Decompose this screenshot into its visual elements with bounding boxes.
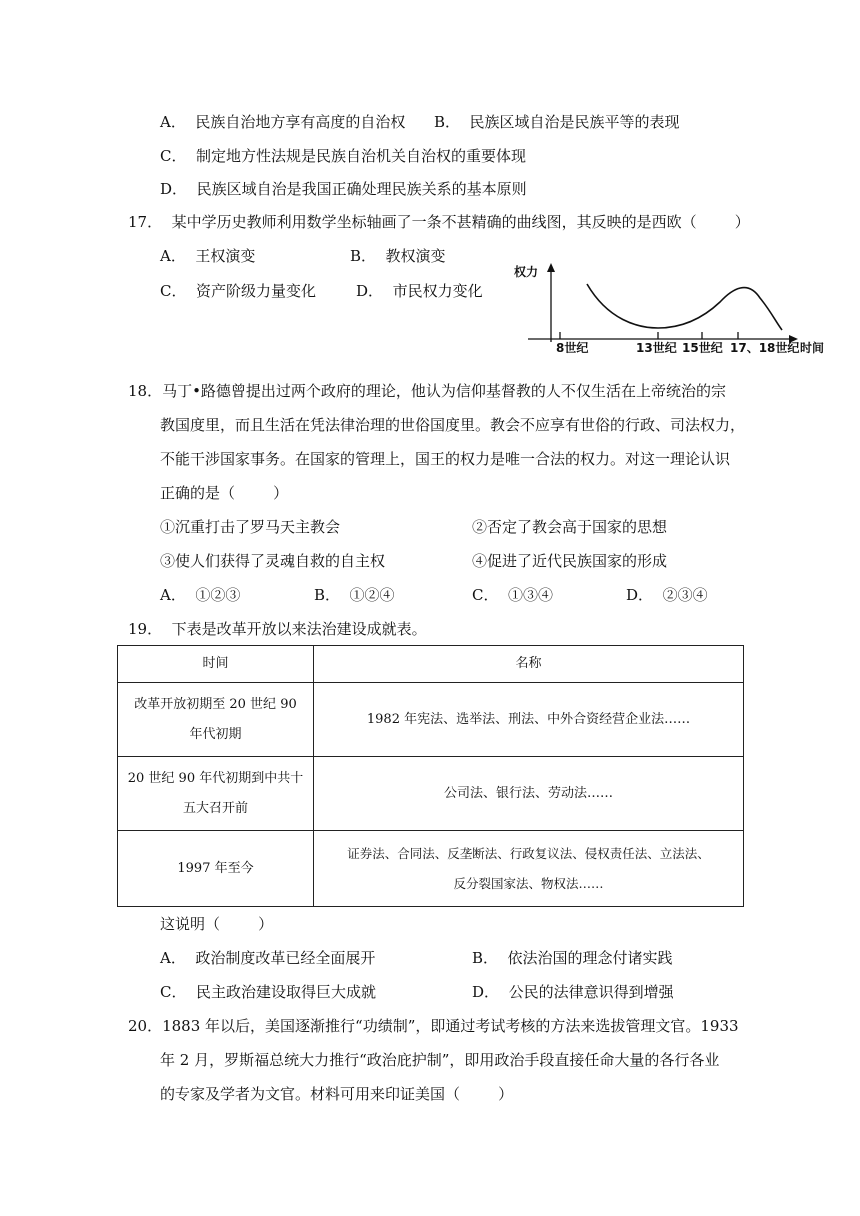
q18-statement-4: ④促进了近代民族国家的形成: [472, 552, 668, 570]
table-header-row: [118, 646, 744, 683]
name-cell-line: 公司法、银行法、劳动法……: [443, 785, 613, 801]
q16-option-b: B． 民族区域自治是民族平等的表现: [434, 113, 680, 131]
y-axis-arrow: [547, 263, 555, 272]
law-achievements-table: [117, 645, 744, 907]
q18-option-c: C． ①③④: [472, 586, 554, 604]
q17-option-c: C． 资产阶级力量变化: [160, 282, 317, 300]
q16-option-a: A． 民族自治地方享有高度的自治权: [160, 113, 406, 131]
q18-option-d: D． ②③④: [626, 586, 708, 604]
q17-option-a: A． 王权演变: [160, 247, 256, 265]
q20-line-2: 年 2 月，罗斯福总统大力推行“政治庇护制”，即用政治手段直接任命大量的各行各业: [160, 1051, 720, 1069]
y-axis-label: 权力: [514, 265, 539, 279]
tick-label-1: 8世纪: [556, 341, 589, 355]
q18-statement-2: ②否定了教会高于国家的思想: [472, 518, 668, 536]
time-cell: [118, 831, 314, 907]
power-curve: [587, 284, 782, 330]
time-cell: [118, 683, 314, 757]
time-cell-line: 1997 年至今: [177, 860, 254, 876]
q19-option-b: B． 依法治国的理念付诸实践: [472, 949, 673, 967]
q18-statement-3: ③使人们获得了灵魂自救的自主权: [160, 552, 386, 570]
name-cell: [314, 683, 744, 757]
q19-follow: 这说明（ ）: [160, 915, 274, 933]
q18-line-4: 正确的是（ ）: [160, 484, 289, 502]
table-header-name: 名称: [314, 646, 744, 683]
table-row: [118, 683, 744, 757]
q18-line-3: 不能干涉国家事务。在国家的管理上，国王的权力是唯一合法的权力。对这一理论认识: [160, 450, 731, 468]
q19-stem: 19． 下表是改革开放以来法治建设成就表。: [128, 620, 427, 638]
time-cell-line: 改革开放初期至 20 世纪 90: [134, 696, 297, 712]
q16-option-d: D． 民族区域自治是我国正确处理民族关系的基本原则: [160, 180, 527, 198]
name-cell: [314, 757, 744, 831]
q17-stem: 17． 某中学历史教师利用数学坐标轴画了一条不甚精确的曲线图，其反映的是西欧（ ）: [128, 213, 750, 231]
q19-option-a: A． 政治制度改革已经全面展开: [160, 949, 376, 967]
q18-line-2: 教国度里，而且生活在凭法律治理的世俗国度里。教会不应享有世俗的行政、司法权力，: [160, 416, 746, 434]
table-header-time: 时间: [118, 646, 314, 683]
q20-line-3: 的专家及学者为文官。材料可用来印证美国（ ）: [160, 1085, 514, 1103]
q19-option-d: D． 公民的法律意识得到增强: [472, 983, 674, 1001]
tick-label-2: 13世纪: [636, 341, 677, 355]
q18-statement-1: ①沉重打击了罗马天主教会: [160, 518, 341, 536]
name-cell: [314, 831, 744, 907]
q20-line-1: 20．1883 年以后，美国逐渐推行“功绩制”，即通过考试考核的方法来选拔管理文官。1933: [128, 1017, 739, 1035]
tick-label-4: 17、18世纪: [730, 341, 800, 355]
name-cell-line: 证券法、合同法、反垄断法、行政复议法、侵权责任法、立法法、: [347, 845, 710, 861]
q17-option-b: B． 教权演变: [350, 247, 446, 265]
name-cell-line: 1982 年宪法、选举法、刑法、中外合资经营企业法……: [366, 711, 691, 727]
time-cell-line: 五大召开前: [182, 800, 248, 816]
q16-option-c: C． 制定地方性法规是民族自治机关自治权的重要体现: [160, 147, 527, 165]
q18-option-b: B． ①②④: [314, 586, 395, 604]
power-curve-chart: [508, 260, 838, 360]
time-cell: [118, 757, 314, 831]
x-axis-label: 时间: [800, 341, 825, 355]
table-row: [118, 757, 744, 831]
time-cell-line: 20 世纪 90 年代初期到中共十: [127, 770, 304, 786]
q17-option-d: D． 市民权力变化: [356, 282, 483, 300]
table-row: [118, 831, 744, 907]
q19-option-c: C． 民主政治建设取得巨大成就: [160, 983, 377, 1001]
name-cell-line: 反分裂国家法、物权法……: [453, 875, 604, 891]
q18-line-1: 18．马丁•路德曾提出过两个政府的理论，他认为信仰基督教的人不仅生活在上帝统治的宗: [128, 382, 726, 400]
tick-label-3: 15世纪: [682, 341, 723, 355]
q18-option-a: A． ①②③: [160, 586, 241, 604]
time-cell-line: 年代初期: [189, 726, 242, 742]
